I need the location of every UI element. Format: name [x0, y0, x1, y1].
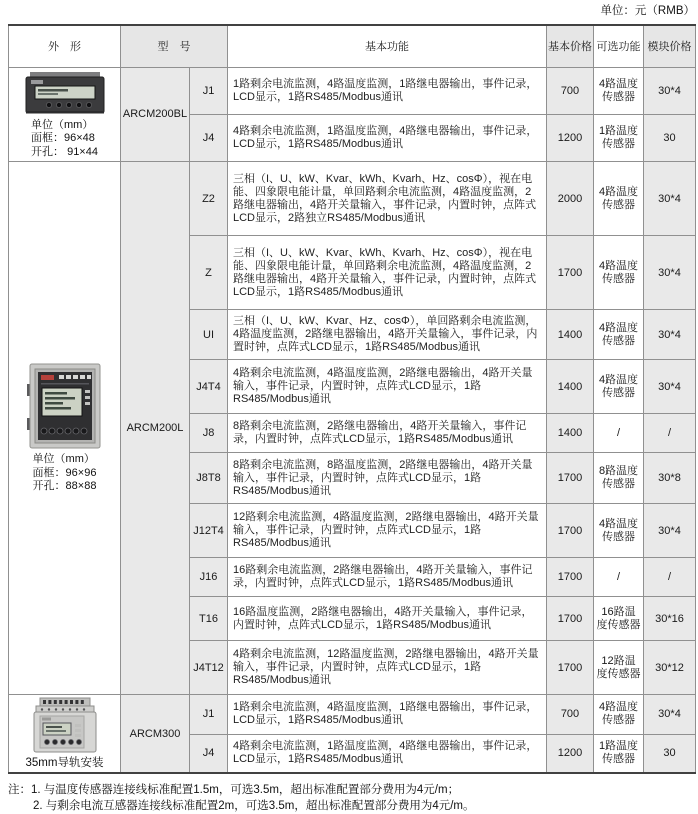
model-suffix: T16 — [190, 597, 228, 641]
model-suffix: J1 — [190, 695, 228, 735]
row-functions: 三相（I、U、kW、Kvar、kWh、Kvarh、Hz、cosΦ），视在电能、四象限电能计量，单回路剩余电流监测，4路温度监测，2路继电器输出，4路开关量输入，事件记录，内置时钟，点阵式LCD显示，2路独立RS485/Modbus通讯 — [228, 162, 547, 236]
device-photo-arcm200bl-icon — [23, 70, 107, 116]
model-series: ARCM200L — [121, 162, 190, 695]
row-functions: 4路剩余电流监测，1路温度监测，4路继电器输出，事件记录，LCD显示，1路RS485/Modbus通讯 — [228, 115, 547, 162]
row-base-price: 1700 — [547, 453, 594, 504]
row-optional: 4路温度传感器 — [594, 360, 644, 414]
row-functions: 1路剩余电流监测，4路温度监测，1路继电器输出，事件记录，LCD显示，1路RS485/Modbus通讯 — [228, 695, 547, 735]
row-optional: 4路温度传感器 — [594, 310, 644, 360]
row-optional: 1路温度传感器 — [594, 734, 644, 773]
row-base-price: 1700 — [547, 641, 594, 695]
row-module-price: 30*4 — [644, 310, 696, 360]
row-functions: 16路剩余电流监测，2路继电器输出，4路开关量输入，事件记录，内置时钟，点阵式LCD显示，1路RS485/Modbus通讯 — [228, 558, 547, 597]
model-suffix: Z — [190, 236, 228, 310]
row-optional: 4路温度传感器 — [594, 236, 644, 310]
row-module-price: 30 — [644, 734, 696, 773]
table-row — [9, 162, 696, 236]
row-optional: 8路温度传感器 — [594, 453, 644, 504]
device-photo-arcm300-icon — [30, 697, 100, 755]
row-optional: 4路温度传感器 — [594, 162, 644, 236]
row-functions: 8路剩余电流监测，2路继电器输出，4路开关量输入，事件记录，内置时钟，点阵式LCD显示，1路RS485/Modbus通讯 — [228, 414, 547, 453]
row-base-price: 1400 — [547, 360, 594, 414]
col-header-module-price: 模块价格 — [644, 25, 696, 67]
model-series: ARCM200BL — [121, 67, 190, 162]
table-row — [9, 695, 696, 735]
row-base-price: 1400 — [547, 414, 594, 453]
model-suffix: J16 — [190, 558, 228, 597]
row-optional: 4路温度传感器 — [594, 504, 644, 558]
row-module-price: / — [644, 558, 696, 597]
model-suffix: J8 — [190, 414, 228, 453]
row-base-price: 1200 — [547, 115, 594, 162]
unit-label: 单位：元（RMB） — [8, 4, 695, 18]
row-optional: / — [594, 558, 644, 597]
col-header-functions: 基本功能 — [228, 25, 547, 67]
row-base-price: 1700 — [547, 504, 594, 558]
row-functions: 8路剩余电流监测，8路温度监测，2路继电器输出，4路开关量输入，事件记录，内置时钟，点阵式LCD显示，1路RS485/Modbus通讯 — [228, 453, 547, 504]
row-base-price: 1700 — [547, 558, 594, 597]
footnote-line: 2. 与剩余电流互感器连接线标准配置2m，可选3.5m，超出标准配置部分费用为4元/m。 — [8, 799, 695, 814]
row-functions: 12路剩余电流监测，4路温度监测，2路继电器输出，4路开关量输入，事件记录，内置时钟，点阵式LCD显示，1路RS485/Modbus通讯 — [228, 504, 547, 558]
row-base-price: 1200 — [547, 734, 594, 773]
row-functions: 4路剩余电流监测，4路温度监测，2路继电器输出，4路开关量输入，事件记录，内置时钟，点阵式LCD显示，1路RS485/Modbus通讯 — [228, 360, 547, 414]
row-optional: 1路温度传感器 — [594, 115, 644, 162]
shape-caption: 单位（mm） 面框：96×48 开孔： 91×44 — [31, 119, 98, 160]
shape-cell-arcm200l — [9, 162, 121, 695]
row-module-price: 30*4 — [644, 162, 696, 236]
row-module-price: 30 — [644, 115, 696, 162]
row-functions: 1路剩余电流监测，4路温度监测，1路继电器输出，事件记录，LCD显示，1路RS485/Modbus通讯 — [228, 67, 547, 115]
row-module-price: 30*4 — [644, 67, 696, 115]
model-suffix: J8T8 — [190, 453, 228, 504]
shape-cell-arcm200bl — [9, 67, 121, 162]
shape-caption: 35mm导轨安装 — [26, 757, 104, 770]
shape-cell-arcm300 — [9, 695, 121, 774]
row-functions: 三相（I、U、kW、Kvar、Hz、cosΦ），单回路剩余电流监测，4路温度监测，2路继电器输出，4路开关量输入，事件记录，内置时钟，点阵式LCD显示，1路RS485/Modbus通讯 — [228, 310, 547, 360]
col-header-optional: 可选功能 — [594, 25, 644, 67]
row-functions: 三相（I、U、kW、Kvar、kWh、Kvarh、Hz、cosΦ），视在电能、四象限电能计量，单回路剩余电流监测，4路温度监测，2路继电器输出，4路开关量输入，事件记录，内置时钟，点阵式LCD显示，1路RS485/Modbus通讯 — [228, 236, 547, 310]
row-base-price: 2000 — [547, 162, 594, 236]
row-functions: 16路温度监测，2路继电器输出，4路开关量输入，事件记录，内置时钟，点阵式LCD显示，1路RS485/Modbus通讯 — [228, 597, 547, 641]
table-row — [9, 67, 696, 115]
row-module-price: 30*4 — [644, 695, 696, 735]
model-suffix: J4 — [190, 734, 228, 773]
model-suffix: J1 — [190, 67, 228, 115]
model-suffix: J4T4 — [190, 360, 228, 414]
row-base-price: 1400 — [547, 310, 594, 360]
model-suffix: J4 — [190, 115, 228, 162]
model-suffix: UI — [190, 310, 228, 360]
model-suffix: J12T4 — [190, 504, 228, 558]
model-series: ARCM300 — [121, 695, 190, 774]
row-module-price: 30*4 — [644, 504, 696, 558]
shape-caption: 单位（mm） 面框：96×96 开孔：88×88 — [33, 453, 97, 494]
footnote-line: 注：1. 与温度传感器连接线标准配置1.5m，可选3.5m，超出标准配置部分费用为4元/m； — [8, 783, 695, 799]
row-module-price: 30*16 — [644, 597, 696, 641]
row-base-price: 700 — [547, 695, 594, 735]
table-header-row — [9, 25, 696, 67]
model-suffix: Z2 — [190, 162, 228, 236]
row-optional: 4路温度传感器 — [594, 695, 644, 735]
model-suffix: J4T12 — [190, 641, 228, 695]
row-module-price: 30*4 — [644, 236, 696, 310]
device-photo-arcm200l-icon — [26, 362, 104, 450]
row-optional: 12路温度传感器 — [594, 641, 644, 695]
row-optional: 16路温度传感器 — [594, 597, 644, 641]
row-base-price: 1700 — [547, 236, 594, 310]
product-price-table — [8, 24, 696, 774]
col-header-shape: 外 形 — [9, 25, 121, 67]
row-module-price: / — [644, 414, 696, 453]
col-header-model: 型 号 — [121, 25, 228, 67]
row-base-price: 1700 — [547, 597, 594, 641]
row-functions: 4路剩余电流监测，12路温度监测，2路继电器输出，4路开关量输入，事件记录，内置时钟，点阵式LCD显示，1路RS485/Modbus通讯 — [228, 641, 547, 695]
row-optional: 4路温度传感器 — [594, 67, 644, 115]
row-module-price: 30*4 — [644, 360, 696, 414]
row-optional: / — [594, 414, 644, 453]
col-header-base-price: 基本价格 — [547, 25, 594, 67]
row-module-price: 30*12 — [644, 641, 696, 695]
row-base-price: 700 — [547, 67, 594, 115]
row-functions: 4路剩余电流监测，1路温度监测，4路继电器输出，事件记录，LCD显示，1路RS485/Modbus通讯 — [228, 734, 547, 773]
row-module-price: 30*8 — [644, 453, 696, 504]
